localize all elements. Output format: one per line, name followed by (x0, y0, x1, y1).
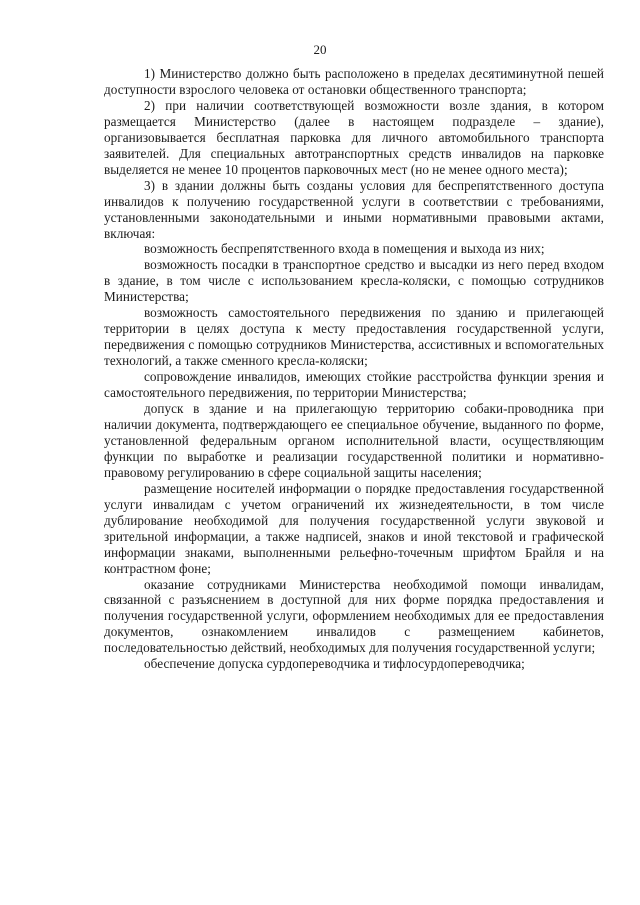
paragraph-item-2-parking: 2) при наличии соответствующей возможности возле здания, в котором размещается Министерство (далее в настоящем подразделе – здание), организовывается бесплатная парковка для личного автомобильного транспорта заявителей. Для специальных автотранспортных средств инвалидов на парковке выделяется не менее 10 процентов парковочных мест (но не менее одного места); (104, 97, 604, 177)
paragraph-information-placement: размещение носителей информации о порядке предоставления государственной услуги инвалидам с учетом ограничений их жизнедеятельности, в том числе дублирование необходимой для получения государственной услуги звуковой и зрительной информации, а также надписей, знаков и иной текстовой и графической информации знаками, выполненными рельефно-точечным шрифтом Брайля и на контрастном фоне; (104, 480, 604, 576)
paragraph-interpreter-access: обеспечение допуска сурдопереводчика и тифлосурдопереводчика; (144, 656, 525, 672)
paragraph-escort: сопровождение инвалидов, имеющих стойкие расстройства функции зрения и самостоятельного передвижения, по территории Министерства; (104, 369, 604, 401)
paragraph-vehicle-boarding: возможность посадки в транспортное средство и высадки из него перед входом в здание, в том числе с использованием кресла-коляски, с помощью сотрудников Министерства; (104, 257, 604, 305)
paragraph-item-3-accessibility: 3) в здании должны быть созданы условия для беспрепятственного доступа инвалидов к получению государственной услуги в соответствии с требованиями, установленными законодательными и иными нормативными правовыми актами, включая: (104, 177, 604, 241)
paragraph-independent-movement: возможность самостоятельного передвижения по зданию и прилегающей территории в целях доступа к месту предоставления государственной услуги, передвижения с помощью сотрудников Министерства, ассистивных и вспомогательных технологий, а также сменного кресла-коляски; (104, 305, 604, 369)
paragraph-guide-dog: допуск в здание и на прилегающую территорию собаки-проводника при наличии документа, подтверждающего ее специальное обучение, выданного по форме, установленной федеральным органом исполнительной власти, осуществляющим функции по выработке и реализации государственной политики и нормативно-правовому регулированию в сфере социальной защиты населения; (104, 401, 604, 480)
paragraph-item-1-location: 1) Министерство должно быть расположено в пределах десятиминутной пешей доступности взрослого человека от остановки общественного транспорта; (104, 66, 604, 97)
document-body (104, 66, 604, 672)
paragraph-free-entry: возможность беспрепятственного входа в помещения и выхода из них; (144, 241, 545, 257)
page-number: 20 (313, 42, 327, 57)
paragraph-staff-assistance: оказание сотрудниками Министерства необходимой помощи инвалидам, связанной с разъяснением в доступной для них форме порядка предоставления и получения государственной услуги, оформлением необходимых для ее предоставления документов, ознакомлением инвалидов с размещением кабинетов, последовательностью действий, необходимых для получения государственной услуги; (104, 576, 604, 656)
